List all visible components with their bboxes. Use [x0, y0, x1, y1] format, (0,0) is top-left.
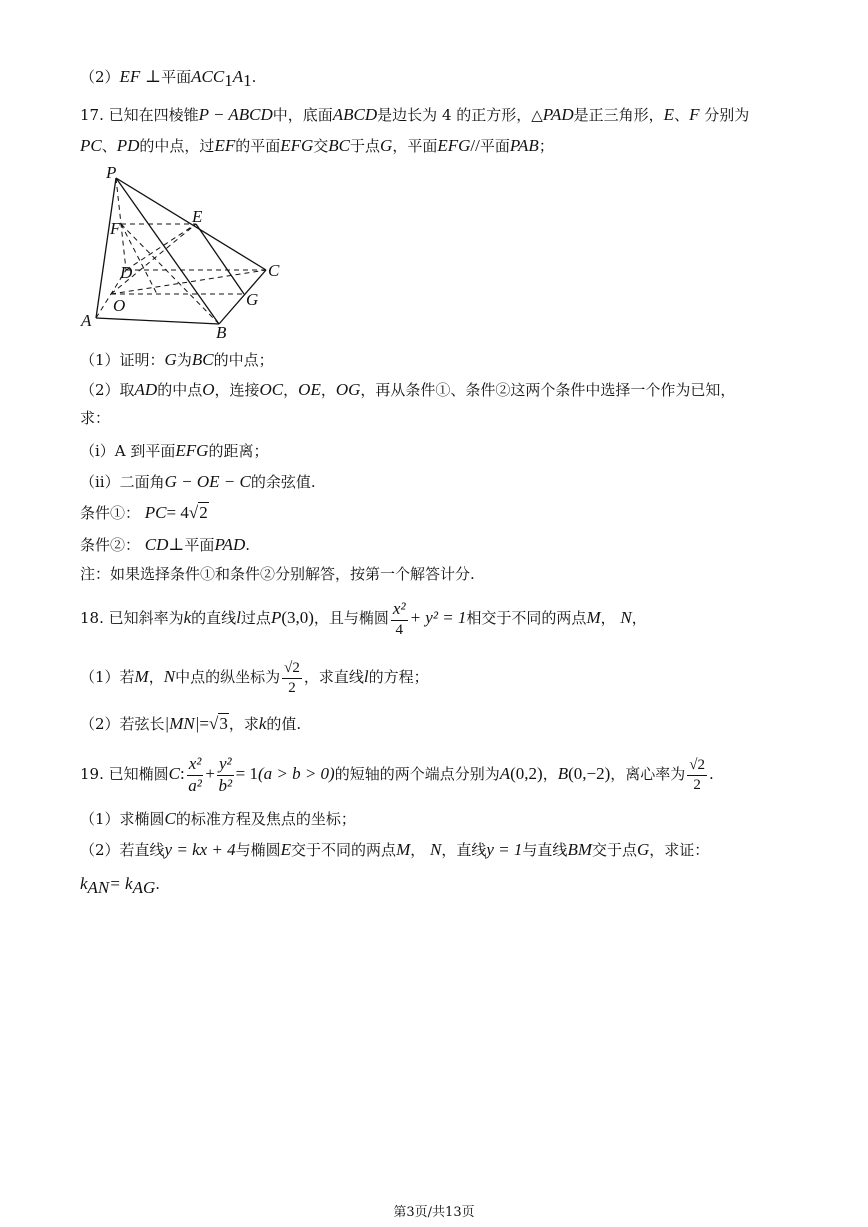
text: 交 — [313, 137, 329, 155]
subscript: AG — [132, 878, 156, 897]
denominator: a² — [188, 775, 202, 795]
text: ，直线 — [441, 841, 487, 859]
edge-AB — [96, 318, 219, 324]
text: 的中点 — [157, 381, 203, 399]
text: ，再从条件①、条件②这两个条件中选择一个作为已知， — [360, 381, 736, 399]
perp-symbol: ⊥ — [168, 535, 185, 554]
math: AD — [134, 380, 158, 399]
q17-line-1 — [80, 106, 749, 123]
math: BC — [191, 350, 214, 369]
math: PAD — [214, 535, 246, 554]
numerator: √2 — [687, 757, 707, 776]
subscript: AN — [87, 878, 110, 897]
math: EFG — [437, 136, 471, 155]
text: 与椭圆 — [235, 841, 281, 859]
text: ，求 — [228, 715, 259, 733]
label-E: E — [192, 207, 203, 226]
math: EFG — [175, 441, 209, 460]
math-EF: EF — [119, 67, 141, 86]
text: 19. 已知椭圆 — [80, 765, 169, 784]
text: ，求证： — [649, 841, 710, 859]
math-A: A — [232, 67, 244, 86]
q18-sub1 — [80, 660, 429, 696]
q17-condition-1 — [80, 504, 209, 522]
math: ABCD — [332, 105, 378, 124]
math: M — [586, 608, 601, 628]
label-B: B — [216, 323, 227, 340]
math: (a > b > 0) — [257, 764, 335, 784]
text: ， — [631, 609, 647, 628]
text: （1）证明： — [80, 351, 165, 369]
math: = k — [109, 874, 133, 893]
text: 、 — [101, 137, 117, 155]
text: ，离心率为 — [610, 765, 686, 784]
text: 于点 — [350, 137, 381, 155]
q19-sub2 — [80, 841, 709, 858]
math: : — [179, 764, 185, 784]
numerator: x² — [187, 755, 204, 776]
label-F: F — [110, 219, 121, 238]
math: N — [430, 840, 442, 859]
math: OC — [259, 380, 284, 399]
text: 平面 — [479, 137, 510, 155]
denominator: 2 — [288, 679, 296, 696]
q17-sub-ii — [80, 473, 316, 490]
text: 与直线 — [522, 841, 568, 859]
math: P − ABCD — [198, 105, 273, 124]
math: E — [663, 105, 675, 124]
text: （2）若直线 — [80, 841, 165, 859]
math: l — [236, 608, 241, 628]
text: 17. 已知在四棱锥 — [80, 106, 199, 124]
math: (3,0) — [281, 608, 314, 628]
text: 条件①： — [80, 504, 141, 522]
math: = 1 — [235, 764, 258, 784]
math: OG — [335, 380, 361, 399]
text: ， — [283, 381, 299, 399]
label-G: G — [246, 290, 259, 309]
math: N — [163, 667, 176, 686]
text: ，连接 — [214, 381, 260, 399]
perp-symbol: ⊥ — [145, 67, 162, 86]
subscript: 1 — [224, 71, 233, 90]
text: 是边长为 4 的正方形，△ — [377, 106, 543, 124]
segment-DE — [126, 224, 196, 270]
segment-OE — [111, 224, 196, 294]
sqrt: √3 — [209, 714, 228, 733]
q19-sub1 — [80, 810, 356, 827]
fraction — [687, 757, 707, 793]
text: 求： — [80, 409, 111, 427]
label-P: P — [106, 163, 117, 182]
text: 的中点； — [213, 351, 274, 369]
text: . — [709, 765, 714, 784]
text: （ii）二面角 — [80, 473, 165, 491]
math: (0,−2) — [568, 764, 611, 784]
math: F — [689, 105, 700, 124]
text: 的中点，过 — [139, 137, 215, 155]
denominator: 4 — [395, 621, 403, 638]
text: （2）取 — [80, 381, 135, 399]
text: （i）A 到平面 — [80, 442, 176, 460]
math: E — [280, 840, 292, 859]
sqrt: √2 — [188, 503, 208, 522]
text: 交于不同的两点 — [291, 841, 397, 859]
text: （1）求椭圆 — [80, 810, 165, 828]
math: B — [557, 764, 569, 784]
text: 注：如果选择条件①和条件②分别解答，按第一个解答计分. — [80, 565, 475, 583]
math: BC — [328, 136, 351, 155]
math: G — [637, 840, 650, 859]
edge-EG — [196, 224, 244, 294]
math: k — [258, 714, 267, 733]
text: 相交于不同的两点 — [466, 609, 587, 628]
math: PD — [116, 136, 140, 155]
q18-sub2 — [80, 715, 301, 733]
math: G − OE − C — [164, 472, 251, 491]
math: OE — [298, 380, 321, 399]
text: ， — [148, 668, 164, 686]
math: = — [199, 714, 209, 733]
text: 的短轴的两个端点分别为 — [334, 765, 500, 784]
part-label: （2） — [80, 68, 120, 86]
math: C — [168, 764, 180, 784]
math: M — [134, 667, 149, 686]
text: 的直线 — [191, 609, 237, 628]
math: C — [164, 809, 176, 828]
edge-BC — [219, 270, 266, 324]
text: 、 — [674, 106, 690, 124]
math: M — [396, 840, 411, 859]
math: EF — [214, 136, 236, 155]
text: ， — [542, 765, 558, 784]
label-O: O — [113, 296, 126, 315]
q19-line-1 — [80, 755, 714, 795]
fraction — [391, 600, 408, 638]
math: PC — [144, 503, 167, 522]
math: PAD — [542, 105, 574, 124]
edge-PB — [116, 178, 219, 324]
math: = 4 — [166, 503, 189, 522]
math: PAB — [509, 136, 539, 155]
text: 的标准方程及焦点的坐标； — [175, 810, 356, 828]
fraction — [282, 660, 302, 696]
text: ， — [410, 841, 426, 859]
label-D: D — [120, 263, 133, 282]
numerator: y² — [217, 755, 234, 776]
math: G — [380, 136, 393, 155]
text: 条件②： — [80, 536, 141, 554]
q17-sub1 — [80, 351, 274, 368]
fraction — [217, 755, 234, 795]
edge-PC — [116, 178, 266, 270]
q17-condition-2 — [80, 536, 250, 553]
text: . — [245, 536, 251, 554]
math: l — [363, 667, 369, 686]
text: ，平面 — [392, 137, 438, 155]
subscript: 1 — [243, 71, 252, 90]
numerator: √2 — [282, 660, 302, 679]
text: 的方程； — [368, 668, 429, 686]
parallel-symbol: // — [470, 136, 480, 155]
text: 过点 — [240, 609, 271, 628]
math: P — [270, 608, 282, 628]
text: 的平面 — [235, 137, 281, 155]
math: BM — [567, 840, 592, 859]
text: （2）若弦长 — [80, 715, 165, 733]
text: 中点的纵坐标为 — [175, 668, 281, 686]
segment-OC — [111, 270, 266, 294]
text: 的余弦值. — [250, 473, 316, 491]
text: 平面 — [184, 536, 215, 554]
text: 中，底面 — [272, 106, 333, 124]
text: 分别为 — [704, 106, 750, 124]
q19-sub2-cont — [80, 875, 160, 896]
radicand: 3 — [219, 714, 228, 733]
radicand: 2 — [199, 503, 208, 522]
q17-sub-i — [80, 442, 268, 459]
text: 交于点 — [591, 841, 637, 859]
math: y = 1 — [486, 840, 523, 859]
fraction — [187, 755, 204, 795]
text: ，求直线 — [303, 668, 364, 686]
math: CD — [144, 535, 169, 554]
math: + — [205, 764, 215, 784]
segment-FH — [121, 224, 157, 294]
denominator: b² — [218, 775, 233, 795]
text: 的距离； — [208, 442, 269, 460]
text: 18. 已知斜率为 — [80, 609, 184, 628]
math: A — [499, 764, 511, 784]
math: |MN| — [164, 714, 200, 733]
math: G — [164, 350, 177, 369]
q17-note — [80, 567, 475, 582]
text: 的值. — [266, 715, 302, 733]
text: ，且与椭圆 — [313, 609, 389, 628]
q17-sub2-cont — [80, 411, 110, 426]
text: . — [155, 875, 161, 893]
math: EFG — [280, 136, 314, 155]
math: + y² = 1 — [409, 608, 467, 628]
text: 是正三角形， — [573, 106, 664, 124]
numerator: x² — [391, 600, 408, 621]
text: 为 — [176, 351, 192, 369]
math: N — [620, 608, 632, 628]
period: . — [251, 68, 257, 86]
math: O — [202, 380, 215, 399]
text: ； — [538, 137, 554, 155]
math: PC — [80, 136, 102, 155]
math: k — [183, 608, 192, 628]
label-C: C — [268, 261, 280, 280]
q17-line-2 — [80, 137, 554, 154]
text: 平面 — [161, 68, 192, 86]
math: (0,2) — [510, 764, 543, 784]
math-ACC: ACC — [191, 67, 225, 86]
prev-part-2 — [80, 68, 256, 89]
text: ， — [600, 609, 616, 628]
math: y = kx + 4 — [164, 840, 236, 859]
math: k — [80, 874, 88, 893]
denominator: 2 — [693, 776, 701, 793]
page-footer: 第3页/共13页 — [393, 1205, 475, 1220]
pyramid-figure — [76, 158, 296, 340]
text: （1）若 — [80, 668, 135, 686]
text: ， — [320, 381, 336, 399]
label-A: A — [81, 311, 92, 330]
q18-line-1 — [80, 600, 647, 638]
q17-sub2 — [80, 381, 735, 398]
